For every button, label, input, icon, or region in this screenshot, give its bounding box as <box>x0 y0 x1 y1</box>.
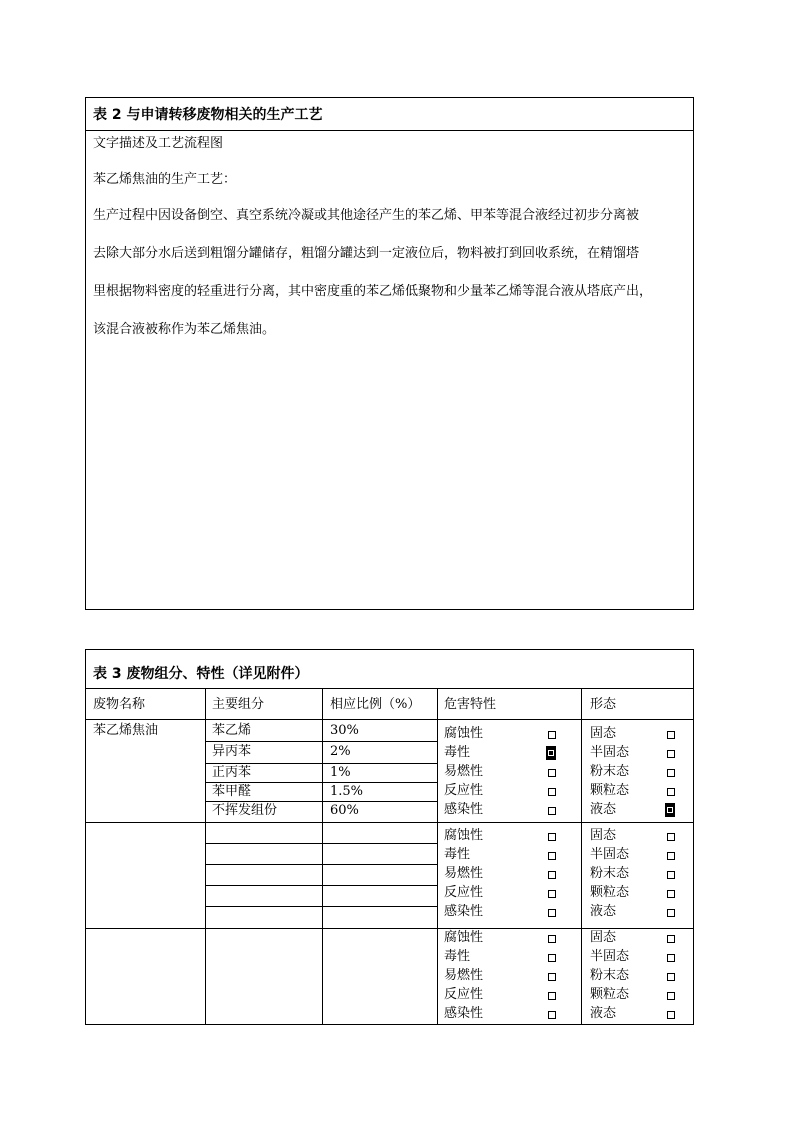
form-label: 液态 <box>590 1006 617 1021</box>
hazard-label: 反应性 <box>444 987 484 1002</box>
hazard-checkbox[interactable] <box>548 909 556 917</box>
component-ratio: 1% <box>330 765 351 780</box>
component-name: 不挥发组份 <box>212 803 278 818</box>
hazard-label: 感染性 <box>444 802 484 817</box>
col-line-3 <box>437 688 438 1025</box>
form-checkbox[interactable] <box>667 769 675 777</box>
table2-title: 表 2 与申请转移废物相关的生产工艺 <box>93 107 323 123</box>
table3-block1-divider <box>85 822 694 823</box>
hazard-label: 易燃性 <box>444 866 484 881</box>
component-name: 正丙苯 <box>212 765 252 780</box>
form-label: 颗粒态 <box>590 885 630 900</box>
sub-row-line <box>205 763 437 764</box>
component-ratio: 2% <box>330 744 351 759</box>
form-label: 固态 <box>590 726 617 741</box>
hazard-label: 易燃性 <box>444 764 484 779</box>
form-checkbox[interactable] <box>667 890 675 898</box>
hazard-checkbox[interactable] <box>548 871 556 879</box>
header-main-component: 主要组分 <box>212 697 265 712</box>
table3-title-divider <box>85 688 694 689</box>
hazard-checkbox[interactable] <box>548 833 556 841</box>
header-ratio: 相应比例（%） <box>330 697 421 712</box>
hazard-label: 毒性 <box>444 745 471 760</box>
header-waste-name: 废物名称 <box>93 697 146 712</box>
form-checkbox[interactable] <box>667 852 675 860</box>
hazard-label: 感染性 <box>444 1006 484 1021</box>
form-label: 固态 <box>590 828 617 843</box>
process-line-3: 里根据物料密度的轻重进行分离，其中密度重的苯乙烯低聚物和少量苯乙烯等混合液从塔底产出， <box>93 284 653 299</box>
hazard-label: 腐蚀性 <box>444 726 484 741</box>
form-label: 粉末态 <box>590 968 630 983</box>
form-label: 液态 <box>590 904 617 919</box>
process-line-4: 该混合液被称作为苯乙烯焦油。 <box>93 322 276 337</box>
sub-row-line <box>205 782 437 783</box>
hazard-checkbox[interactable] <box>548 788 556 796</box>
col-line-1 <box>205 688 206 1025</box>
form-checkbox[interactable] <box>667 909 675 917</box>
hazard-checkbox[interactable] <box>548 1011 556 1019</box>
col-line-2 <box>322 688 323 1025</box>
form-label: 液态 <box>590 802 617 817</box>
header-form: 形态 <box>590 697 617 712</box>
form-checkbox[interactable] <box>667 973 675 981</box>
waste-name: 苯乙烯焦油 <box>93 723 159 738</box>
sub-row-line <box>205 843 437 844</box>
hazard-label: 毒性 <box>444 847 471 862</box>
form-label: 颗粒态 <box>590 783 630 798</box>
hazard-checkbox[interactable] <box>548 954 556 962</box>
hazard-checkbox[interactable] <box>548 890 556 898</box>
process-heading: 苯乙烯焦油的生产工艺： <box>93 172 237 187</box>
form-checkbox[interactable] <box>667 954 675 962</box>
form-label: 粉末态 <box>590 866 630 881</box>
sub-row-line <box>205 885 437 886</box>
process-line-1: 生产过程中因设备倒空、真空系统冷凝或其他途径产生的苯乙烯、甲苯等混合液经过初步分离被 <box>93 208 640 223</box>
table2-title-divider <box>85 130 694 131</box>
form-checkbox[interactable] <box>667 788 675 796</box>
component-name: 异丙苯 <box>212 744 252 759</box>
component-ratio: 60% <box>330 803 359 818</box>
header-hazard: 危害特性 <box>444 697 497 712</box>
col-line-4 <box>581 688 582 1025</box>
table2-subtitle: 文字描述及工艺流程图 <box>93 136 224 151</box>
form-label: 颗粒态 <box>590 987 630 1002</box>
form-label: 半固态 <box>590 745 630 760</box>
form-checkbox[interactable] <box>667 935 675 943</box>
hazard-checkbox[interactable] <box>548 973 556 981</box>
hazard-label: 腐蚀性 <box>444 828 484 843</box>
form-checkbox[interactable] <box>665 803 675 817</box>
hazard-label: 腐蚀性 <box>444 930 484 945</box>
sub-row-line <box>205 864 437 865</box>
sub-row-line <box>205 741 437 742</box>
sub-row-line <box>205 906 437 907</box>
hazard-checkbox[interactable] <box>548 852 556 860</box>
hazard-label: 感染性 <box>444 904 484 919</box>
form-checkbox[interactable] <box>667 1011 675 1019</box>
hazard-label: 毒性 <box>444 949 471 964</box>
hazard-checkbox[interactable] <box>546 746 556 760</box>
form-label: 半固态 <box>590 949 630 964</box>
form-checkbox[interactable] <box>667 992 675 1000</box>
form-checkbox[interactable] <box>667 731 675 739</box>
form-label: 半固态 <box>590 847 630 862</box>
component-ratio: 30% <box>330 723 359 738</box>
table3-header-divider <box>85 719 694 720</box>
component-name: 苯甲醛 <box>212 784 252 799</box>
table3-block2-divider <box>85 928 694 929</box>
hazard-checkbox[interactable] <box>548 807 556 815</box>
form-checkbox[interactable] <box>667 871 675 879</box>
hazard-checkbox[interactable] <box>548 769 556 777</box>
hazard-label: 反应性 <box>444 783 484 798</box>
sub-row-line <box>205 801 437 802</box>
process-line-2: 去除大部分水后送到粗馏分罐储存，粗馏分罐达到一定液位后，物料被打到回收系统，在精馏塔 <box>93 246 640 261</box>
form-label: 粉末态 <box>590 764 630 779</box>
hazard-label: 易燃性 <box>444 968 484 983</box>
component-ratio: 1.5% <box>330 784 364 799</box>
component-name: 苯乙烯 <box>212 723 252 738</box>
form-checkbox[interactable] <box>667 750 675 758</box>
form-checkbox[interactable] <box>667 833 675 841</box>
hazard-checkbox[interactable] <box>548 935 556 943</box>
hazard-checkbox[interactable] <box>548 992 556 1000</box>
hazard-checkbox[interactable] <box>548 731 556 739</box>
hazard-label: 反应性 <box>444 885 484 900</box>
form-label: 固态 <box>590 930 617 945</box>
table3-title: 表 3 废物组分、特性（详见附件） <box>93 666 309 682</box>
